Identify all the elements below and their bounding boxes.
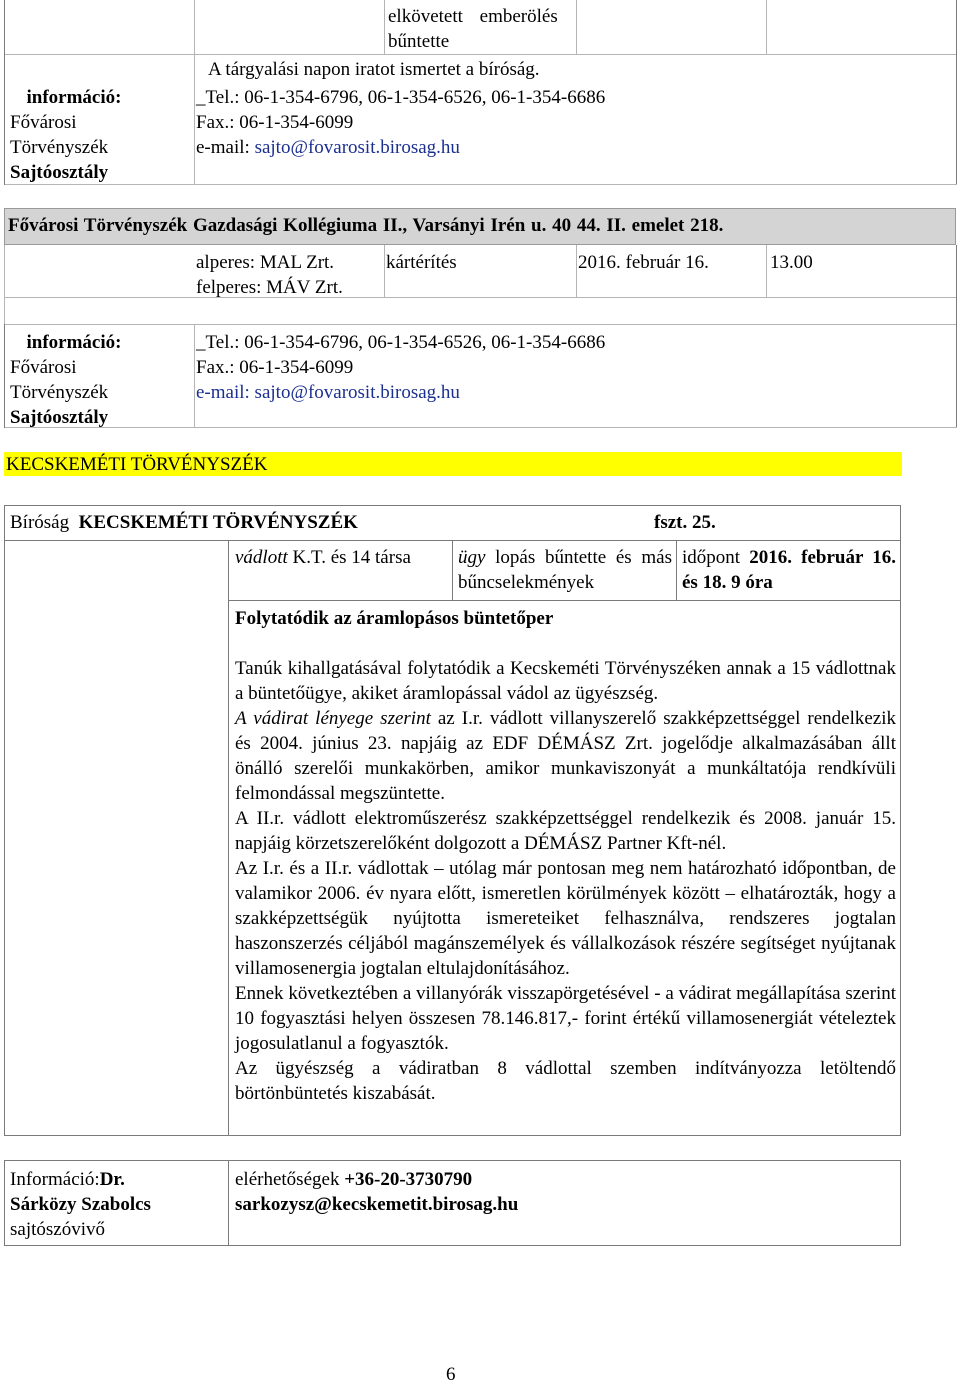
contact-role: sajtószóvivő [10, 1219, 105, 1240]
article-body [235, 656, 896, 1106]
email-link[interactable]: sajto@fovarosit.birosag.hu [254, 137, 460, 158]
info-label-line: információ: [26, 332, 122, 353]
defendant-cell [235, 545, 450, 570]
contact-person [10, 1167, 225, 1242]
fax-line: Fax.: 06-1-354-6099 [196, 357, 354, 378]
room-number: fszt. 25. [654, 512, 716, 533]
contact-phone: +36-20-3730790 [344, 1169, 473, 1190]
tel-line: _Tel.: 06-1-354-6796, 06-1-354-6526, 06-1-354-6686 [196, 332, 606, 353]
contact-phone-line [235, 1167, 518, 1192]
headline: Folytatódik az áramlopásos büntetőper [235, 608, 554, 629]
email-prefix: e-mail: [196, 137, 255, 158]
article-paragraph: Az ügyészség a vádiratban 8 vádlottal szemben indítványozza letöltendő börtönbüntetés kiszabását. [235, 1058, 896, 1104]
case-type: kártérítés [386, 252, 457, 273]
section1-charge: elkövetett emberölés bűntette [388, 6, 558, 52]
info-label-line: Törvényszék [10, 137, 109, 158]
fax-line: Fax.: 06-1-354-6099 [196, 112, 354, 133]
article-lead: A vádirat lényege szerint [235, 708, 431, 729]
info-label-line: Fővárosi [10, 112, 77, 133]
court-label: Bíróság [10, 512, 70, 533]
tel-line: _Tel.: 06-1-354-6796, 06-1-354-6526, 06-1-354-6686 [196, 87, 606, 108]
section1-contact [196, 85, 605, 160]
contact-label-line [10, 1167, 225, 1192]
defendant-label: vádlott [235, 547, 288, 568]
section2-contact [196, 330, 605, 405]
contact-name: Sárközy Szabolcs [10, 1194, 151, 1215]
contact-email[interactable]: sarkozysz@kecskemetit.birosag.hu [235, 1194, 519, 1215]
info-label-line: Törvényszék [10, 382, 109, 403]
section2-info-label [4, 330, 144, 430]
email-line[interactable]: e-mail: sajto@fovarosit.birosag.hu [196, 382, 460, 403]
party-plaintiff: felperes: MÁV Zrt. [196, 277, 343, 298]
contact-title: Dr. [99, 1169, 125, 1190]
contact-reach-label: elérhetőségek [235, 1169, 340, 1190]
hearing-time: 13.00 [770, 252, 813, 273]
defendant-name: K.T. és 14 társa [292, 547, 411, 568]
case-cell [458, 545, 672, 595]
section2-header: Fővárosi Törvényszék Gazdasági Kollégiuma II., Varsányi Irén u. 40 44. II. emelet 218. [8, 215, 724, 236]
section1-info-label [4, 85, 144, 185]
info-label-line: Sajtóosztály [10, 162, 109, 183]
info-label-line: Fővárosi [10, 357, 77, 378]
article-paragraph: A II.r. vádlott elektroműszerész szakképzettséggel rendelkezik és 2008. január 15. napjáig körzetszerelőként dolgozott a DÉMÁSZ Partner Kft-nél. [235, 808, 896, 854]
case-description: lopás bűntette és más bűncselekmények [458, 547, 672, 593]
case-label: ügy [458, 547, 486, 568]
court-name: KECSKEMÉTI TÖRVÉNYSZÉK [78, 512, 358, 533]
email-line [196, 135, 605, 160]
page-number: 6 [446, 1364, 456, 1385]
article-paragraph: Tanúk kihallgatásával folytatódik a Kecskeméti Törvényszéken annak a 15 vádlottnak a büntetőügye, akiket áramlopással vádol az ügyészség. [235, 658, 896, 704]
date-value: 2016. február 16. és 18. 9 óra [682, 547, 896, 593]
party-defendant: alperes: MAL Zrt. [196, 252, 335, 273]
section1-note: A tárgyalási napon iratot ismertet a bíróság. [208, 59, 540, 80]
article-paragraph-rest: az I.r. vádlott villanyszerelő szakképzettséggel rendelkezik és 2004. június 23. napjáig az EDF DÉMÁSZ Zrt. jogelődje alkalmazásában állt önálló szerelői munkakörben, amikor munkaviszonyát a munkáltatója rendkívüli felmondással megszüntette. [235, 708, 896, 804]
hearing-date: 2016. február 16. [578, 252, 709, 273]
info-label-line: információ: [26, 87, 122, 108]
court-banner: KECSKEMÉTI TÖRVÉNYSZÉK [6, 454, 268, 475]
article-paragraph [235, 706, 896, 806]
article-paragraph: Ennek következtében a villanyórák visszapörgetésével - a vádirat megállapítása szerint 10 fogyasztási helyen összesen 78.146.817,- forint értékű villamosenergiát vételeztek jogosulatlanul a fogyasztók. [235, 983, 896, 1054]
contact-details [235, 1167, 518, 1217]
court-row [10, 510, 358, 535]
contact-label: Információ: [10, 1169, 100, 1190]
date-cell [682, 545, 896, 595]
article-paragraph: Az I.r. és a II.r. vádlottak – utólag már pontosan meg nem határozható időpontban, de valamikor 2006. év nyara előtt, ismeretlen körülmények között – elhatározták, hogy a szakképzettségük nyújtotta ismereteiket felhasználva, rendszeres jogtalan haszonszerzés céljából magánszemélyek és vállalkozások részére segítséget nyújtanak villamosenergia jogtalan eltulajdonításához. [235, 858, 896, 979]
info-label-line: Sajtóosztály [10, 407, 109, 428]
date-label: időpont [682, 547, 741, 568]
